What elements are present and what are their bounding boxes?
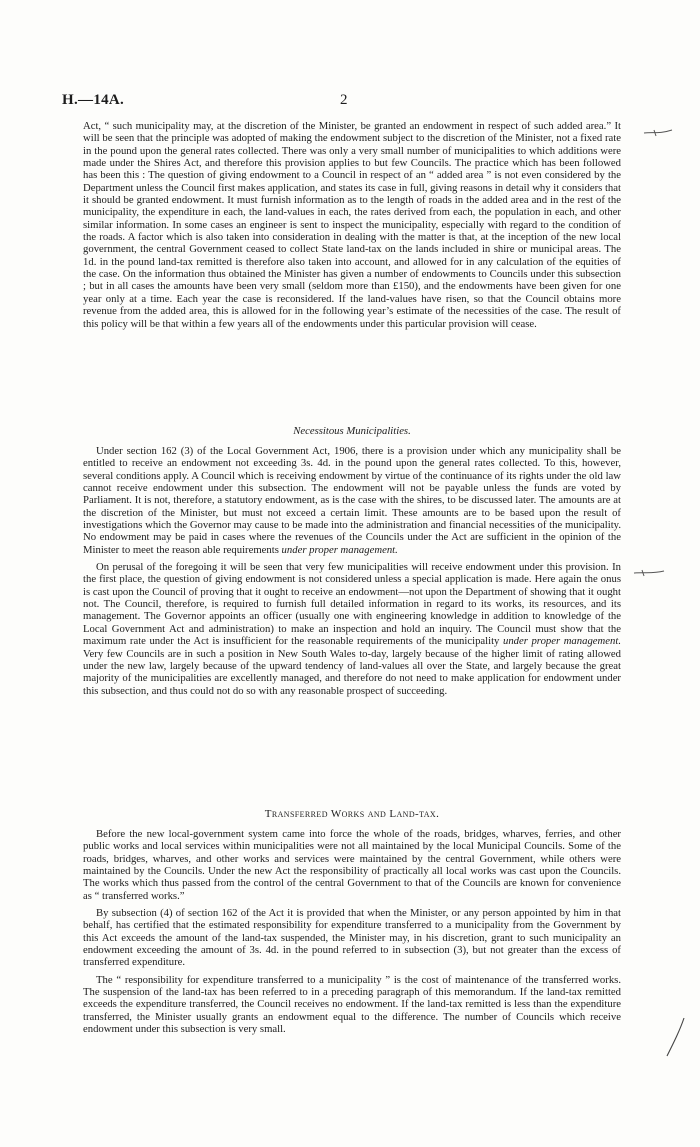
transferred-paragraph-2: By subsection (4) of section 162 of the Act it is provided that when the Minister, or any person appointed by him in that behalf, has certified that the estimated responsibility for expenditure transferred to a municipality from the Government by this Act exceeds the amount of the land-tax suspended, the Minister may, in his discretion, grant to such municipality an endowment exceeding the amount of 3s. 4d. in the pound referred to in subsection (3), but not greater than the excess of transferred expenditure.	[83, 907, 621, 969]
necessitous-paragraph-2	[83, 561, 621, 697]
necessitous-paragraph-2-emphasis: under proper management.	[502, 635, 621, 648]
margin-pencil-stroke-icon	[664, 1014, 688, 1060]
necessitous-paragraph-2-tail: Very few Councils are in such a position in New South Wales to-day, largely because of the higher limit of rating allowed under the new law, largely because of the upward tendency of land-values all over the State, and largely because the great majority of the municipalities are excellently managed, and therefore do not need to make application for endowment under this subsection, and thus could not do so with any reasonable prospect of succeeding.	[83, 647, 621, 697]
necessitous-paragraph-2-text: On perusal of the foregoing it will be seen that very few municipalities will receive endowment under this provision. In the first place, the question of giving endowment is not considered unless a special application is made. Here again the onus is cast upon the Council of proving that it ought to receive an endowment—not upon the Department of showing that it ought not. The Council, therefore, is required to furnish full detailed information in regard to its works, its resources, and its management. The Governor appoints an officer (usually one with engineering knowledge in addition to knowledge of the Local Government Act and administration) to make an inspection and hold an inquiry. The Council must show that the maximum rate under the Act is insufficient for the reasonable requirements of the municipality	[83, 561, 621, 648]
page-number: 2	[340, 92, 348, 108]
margin-pencil-mark-icon	[642, 124, 678, 142]
transferred-section-body	[83, 828, 621, 1041]
necessitous-paragraph-1	[83, 445, 621, 556]
section-heading-transferred: Transferred Works and Land-tax.	[264, 808, 440, 820]
necessitous-paragraph-1-text: Under section 162 (3) of the Local Government Act, 1906, there is a provision under which any municipality shall be entitled to receive an endowment not exceeding 3s. 4d. in the pound upon the general rates collected. To this, however, several conditions apply. A Council which is receiving endowment by virtue of the continuance of its rights under the old law cannot receive endowment under this subsection. The endowment will not be payable unless the funds are voted by Parliament. It is not, therefore, a statutory endowment, as is the case with the shires, to be discussed later. The amounts are at the discretion of the Minister, but must not exceed a certain limit. These amounts are to be based upon the result of investigations which the Governor may cause to be made into the administration and financial necessities of the municipality. No endowment may be paid in cases where the revenues of the Councils under the Act are sufficient in the opinion of the Minister to meet the reason able requirements	[83, 445, 621, 556]
page-header	[62, 92, 622, 110]
necessitous-paragraph-1-emphasis: under proper management.	[281, 543, 398, 556]
opening-paragraph-block	[83, 120, 621, 330]
section-heading-necessitous: Necessitous Municipalities.	[293, 425, 411, 437]
necessitous-section-body	[83, 445, 621, 702]
transferred-paragraph-3: The “ responsibility for expenditure transferred to a municipality ” is the cost of maintenance of the transferred works. The suspension of the land-tax has been referred to in a preceding paragraph of this memorandum. If the land-tax remitted exceeds the expenditure transferred, the Council receives no endowment. If the land-tax remitted is less than the expenditure transferred, the Minister usually grants an endowment equal to the difference. The number of Councils which receive endowment under this subsection is very small.	[83, 973, 621, 1036]
document-reference: H.—14A.	[62, 92, 125, 108]
opening-paragraph: Act, “ such municipality may, at the discretion of the Minister, be granted an endowment in respect of such added area.” It will be seen that the principle was adopted of making the endowment subject to the discretion of the Minister, not a fixed rate in the pound upon the general rates collected. There was only a very small number of municipalities to which additions were made under the Shires Act, and therefore this provision applies to but few Councils. The practice which has been followed has been this : The question of giving endowment to a Council in respect of an “ added area ” is not even considered by the Department unless the Council first makes application, and states its case in full, giving reasons in detail why it considers that it should be granted endowment. It must furnish information as to the length of roads in the added area and in the rest of the municipality, the expenditure in each, the land-values in each, the rates derived from each, the population in each, and other similar information. In some cases an engineer is sent to inspect the municipality, especially with regard to the condition of the roads. A factor which is also taken into consideration in dealing with the matter is that, at the inception of the new local government, the central Government ceased to collect State land-tax on the lands included in shire or municipal areas. The 1d. in the pound land-tax remitted is therefore also taken into account, and allowed for in any calculation of the equities of the case. On the information thus obtained the Minister has given a number of endowments to Councils under this subsection ; but in all cases the amounts have been very small (seldom more than £150), and the endowments have been given for one year only at a time. Each year the case is reconsidered. If the land-values have risen, so that the Council obtains more revenue from the added area, this is allowed for in the following year’s estimate of the necessities of the case. The result of this policy will be that within a few years all of the endowments under this particular provision will cease.	[83, 120, 621, 330]
transferred-paragraph-1: Before the new local-government system came into force the whole of the roads, bridges, wharves, ferries, and other public works and local services within municipalities were not all maintained by the local Municipal Councils. Some of the roads, bridges, wharves, and other works and services were maintained by the central Government, while others were maintained by the Councils. Under the new Act the responsibility of practically all local works was cast upon the Councils. The works which thus passed from the control of the central Government to that of the Councils are known for convenience as “ transferred works.”	[83, 828, 621, 902]
margin-pencil-mark-icon	[632, 566, 668, 580]
